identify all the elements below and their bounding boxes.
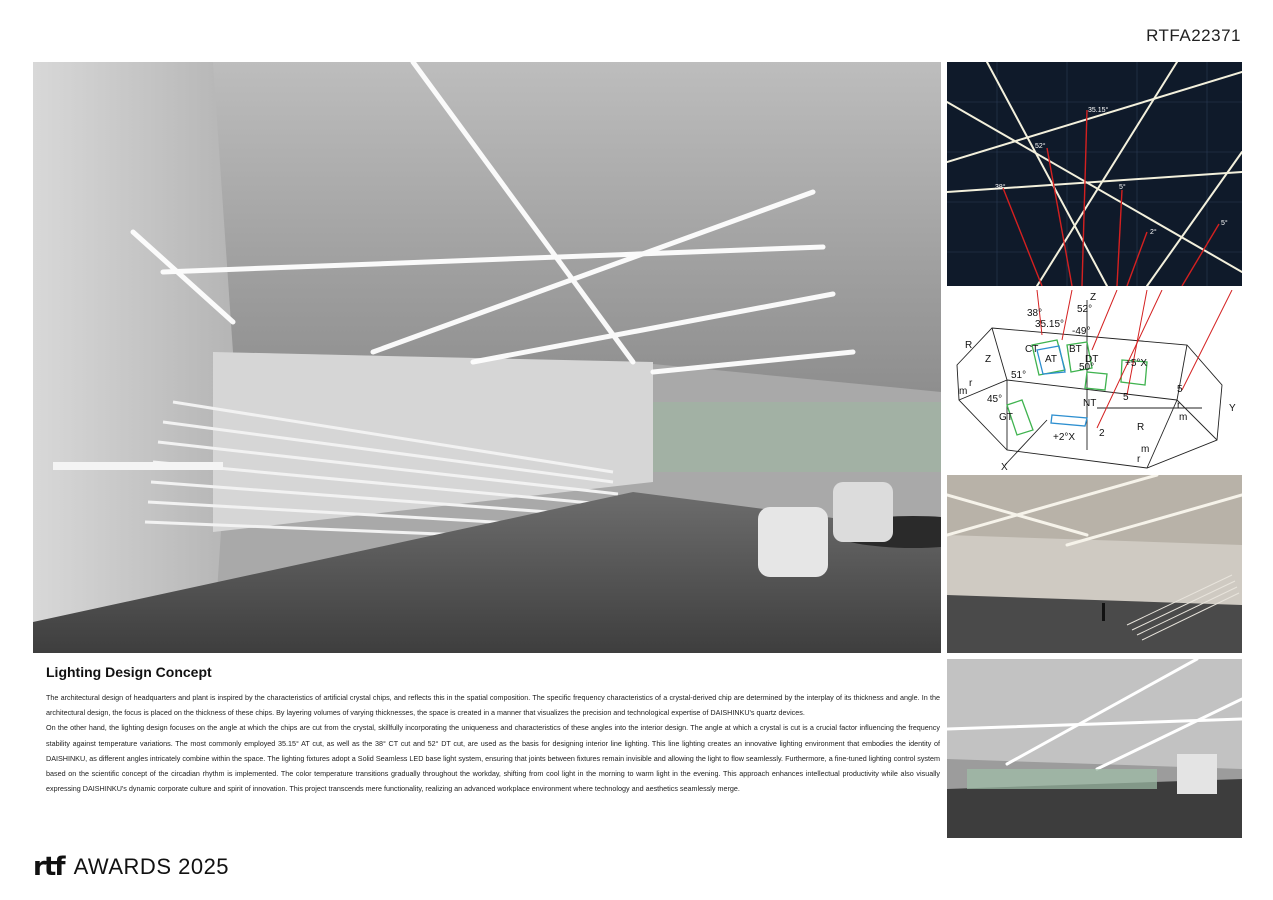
concept-paragraph: The architectural design of headquarters and plant is inspired by the characteristics of artificial crystal chips, and reflects this in the spatial composition. The specific frequency characteristics of a crystal-derived chip are determined by the interplay of its thickness and angle. In the architectural design, the focus is placed on the thickness of these chips. By layering volumes of varying thicknesses, the space is created in a manner that visualizes the precision and technological expertise of DAISHINKU's quartz devices. (46, 693, 940, 718)
diagram-label: CT (1025, 344, 1039, 355)
concept-title: Lighting Design Concept (46, 664, 212, 680)
plan-label: 5° (1119, 184, 1126, 191)
diagram-label: 2 (1099, 428, 1105, 439)
rtf-awards-logo (33, 854, 229, 880)
diagram-label: 38° (1027, 308, 1043, 319)
plan-label: 35.15° (1088, 107, 1109, 114)
rtf-logo-mark: rtf (33, 852, 64, 882)
project-code: RTFA22371 (1146, 26, 1241, 45)
plan-label: 2° (1150, 229, 1157, 236)
diagram-label: NT (1083, 398, 1097, 409)
diagram-label: m (1141, 444, 1150, 455)
diagram-label: 45° (987, 394, 1003, 405)
concept-paragraph: On the other hand, the lighting design focuses on the angle at which the chips are cut from the crystal, skillfully incorporating the uniqueness and characteristics of these angles into the interior design. The angle at which a crystal is cut is a crucial factor influencing the frequency stability against temperature variations. The most commonly employed 35.15° AT cut, as well as the 38° CT cut and 52° DT cut, are used as the basis for designing interior line lighting. This line lighting creates an innovative lighting environment that embodies the identity of DAISHINKU, as different angles intricately combine within the space. The lighting fixtures adopt a Solid Seamless LED base light system, ensuring that joints between fixtures remain invisible and allowing the light to flow seamlessly. Furthermore, a fine-tuned lighting control system based on the scientific concept of the circadian rhythm is implemented. The color temperature transitions gradually throughout the workday, shifting from cool light in the morning to warm light in the evening. This approach enhances intellectual productivity while also visually expressing DAISHINKU's dynamic corporate culture and spirit of innovation. This project transcends mere functionality, realizing an advanced workplace environment where technology and aesthetics seamlessly merge. (46, 723, 940, 794)
diagram-label: R (965, 340, 973, 351)
diagram-label: BT (1069, 344, 1082, 355)
diagram-label: Z (985, 354, 992, 365)
diagram-label: AT (1045, 354, 1058, 365)
diagram-label: +2°X (1053, 432, 1076, 443)
plan-label: 38° (995, 184, 1006, 191)
diagram-label: 5 (1177, 384, 1183, 395)
diagram-label: X (1001, 462, 1008, 473)
concept-section (46, 664, 940, 796)
diagram-label: Z (1090, 292, 1097, 303)
diagram-label: 35.15° (1035, 319, 1065, 330)
diagram-label: +5°X (1125, 358, 1148, 369)
main-interior-photo (33, 62, 941, 653)
diagram-label: r (969, 378, 973, 389)
staircase-photo (947, 475, 1242, 653)
ceiling-lighting-plan (947, 62, 1242, 286)
diagram-label: 50° (1079, 362, 1095, 373)
diagram-label: R (1137, 422, 1145, 433)
awards-label: AWARDS 2025 (73, 854, 230, 879)
diagram-label: -49° (1072, 326, 1091, 337)
diagram-label: m (1179, 412, 1188, 423)
diagram-label: 51° (1011, 370, 1027, 381)
diagram-label: Y (1229, 403, 1236, 414)
crystal-cut-diagram (947, 290, 1242, 474)
diagram-label: r (1177, 400, 1181, 411)
plan-label: 52° (1035, 143, 1046, 150)
diagram-label: DT (1085, 354, 1099, 365)
diagram-label: 52° (1077, 304, 1093, 315)
plan-label: 5° (1221, 220, 1228, 227)
diagram-label: r (1137, 454, 1141, 465)
diagram-label: 5 (1123, 392, 1129, 403)
diagram-label: GT (999, 412, 1013, 423)
upper-floor-photo (947, 659, 1242, 838)
diagram-label: m (959, 386, 968, 397)
